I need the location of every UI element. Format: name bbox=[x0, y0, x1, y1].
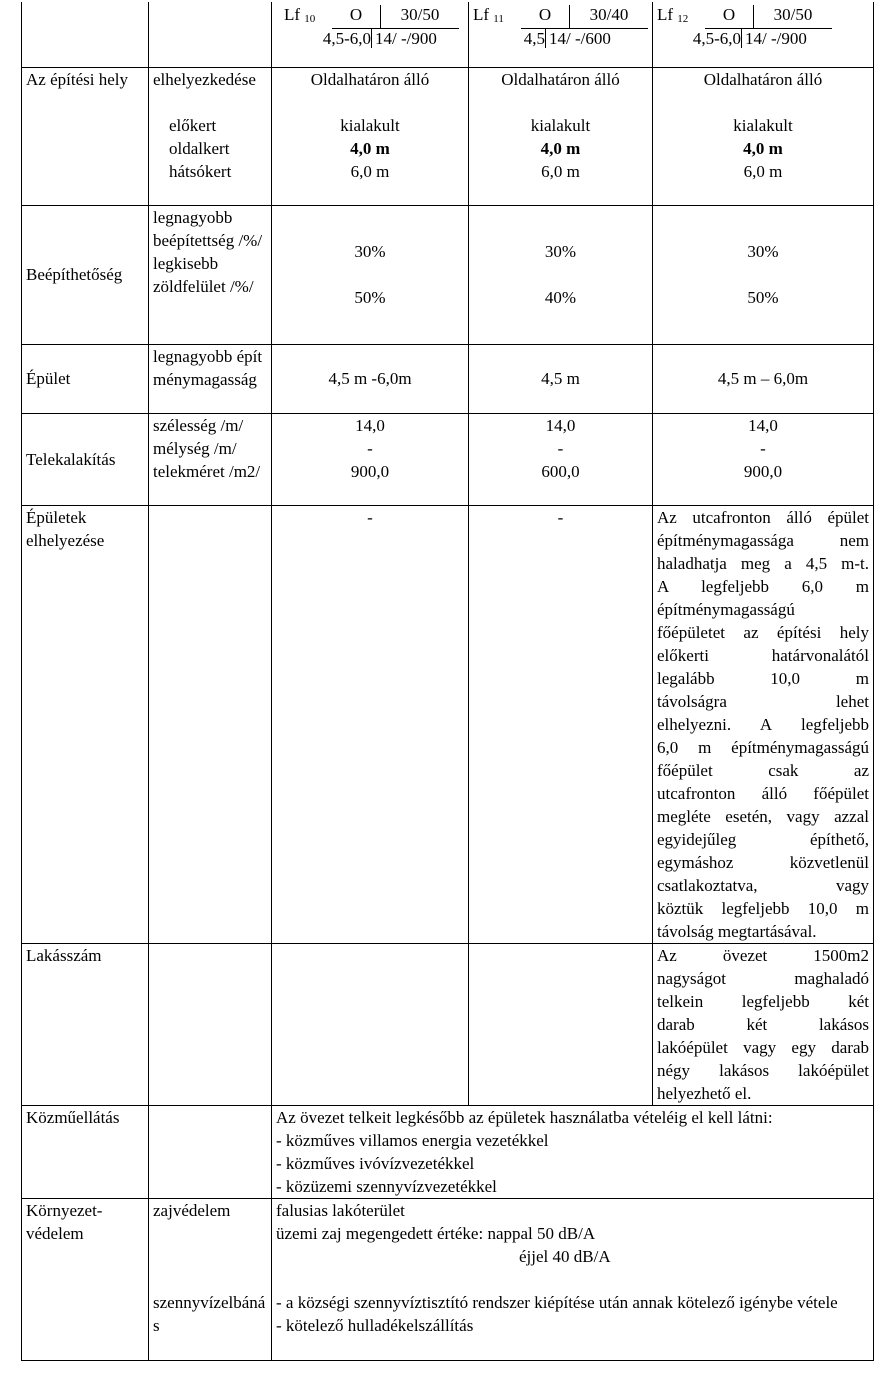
text-line: megléte esetén, vagy azzal bbox=[657, 806, 869, 826]
row-param: zajvédelem szennyvízelbánás bbox=[149, 1198, 272, 1360]
text-line: nagyságot maghaladó bbox=[657, 968, 869, 988]
row-label: Közműellátás bbox=[22, 1105, 149, 1198]
text-line: legalább 10,0 m bbox=[657, 668, 869, 688]
text-line: utcafronton álló főépület bbox=[657, 783, 869, 803]
text-line: Az utcafronton álló épület bbox=[657, 507, 869, 527]
row-label: Épület bbox=[22, 344, 149, 413]
value-cell: 14,0 - 900,0 bbox=[653, 413, 874, 505]
zone-header-row bbox=[22, 2, 874, 67]
text-line: négy lakásos lakóépület bbox=[657, 1060, 869, 1080]
row-telekalakitas bbox=[22, 413, 874, 505]
value-cell: - bbox=[469, 505, 653, 943]
row-param bbox=[149, 1105, 272, 1198]
text-line: haladhatja meg a 4,5 m-t. bbox=[657, 553, 869, 573]
text-line: építménymagasságú bbox=[657, 599, 795, 619]
row-param bbox=[149, 943, 272, 1105]
text-line: előkerti határvonalától bbox=[657, 645, 869, 665]
value-cell: Oldalhatáron álló kialakult 4,0 m 6,0 m bbox=[272, 67, 469, 205]
row-kornyezetvedelem bbox=[22, 1198, 874, 1360]
value-cell: 4,5 m bbox=[469, 344, 653, 413]
dwelling-text-cell bbox=[653, 943, 874, 1105]
value-cell: - bbox=[272, 505, 469, 943]
value-cell: 4,5 m – 6,0m bbox=[653, 344, 874, 413]
text-line: A legfeljebb 6,0 m bbox=[657, 576, 869, 596]
zone-code-lf10: Lf $_{10}$ O 30/50 4,5-6,0 14/ -/900 bbox=[272, 2, 469, 67]
row-epuletek-elhelyezese bbox=[22, 505, 874, 943]
value-cell: 30% 40% bbox=[469, 205, 653, 344]
text-line: csatlakoztatva, vagy bbox=[657, 875, 869, 895]
text-line: Az övezet 1500m2 bbox=[657, 945, 869, 965]
value-cell: 14,0 - 600,0 bbox=[469, 413, 653, 505]
value-cell: 14,0 - 900,0 bbox=[272, 413, 469, 505]
value-cell: 30% 50% bbox=[272, 205, 469, 344]
row-param: legnagyobb beépítettség /%/ legkisebb zöldfelület /%/ bbox=[149, 205, 272, 344]
row-label: Környezet-védelem bbox=[22, 1198, 149, 1360]
row-lakasszam bbox=[22, 943, 874, 1105]
row-beepithetoseg bbox=[22, 205, 874, 344]
row-epitesi-hely bbox=[22, 67, 874, 205]
row-label: Telekalakítás bbox=[22, 413, 149, 505]
text-line: köztük legfeljebb 10,0 m bbox=[657, 898, 869, 918]
text-line: lakóépület vagy egy darab bbox=[657, 1037, 869, 1057]
value-cell: 30% 50% bbox=[653, 205, 874, 344]
row-label: Beépíthetőség bbox=[22, 205, 149, 344]
text-line: 6,0 m építménymagasságú bbox=[657, 737, 869, 757]
zone-code-lf12: Lf $_{12}$ O 30/50 4,5-6,0 14/ -/900 bbox=[653, 2, 874, 67]
text-line: távolság megtartásával. bbox=[657, 921, 817, 941]
value-cell: 4,5 m -6,0m bbox=[272, 344, 469, 413]
text-line: elhelyezni. A legfeljebb bbox=[657, 714, 869, 734]
text-line: építménymagassága nem bbox=[657, 530, 869, 550]
utility-text-cell: Az övezet telkeit legkésőbb az épületek használatba vételéig el kell látni: - közműves villamos energia vezetékkel - közműves ivóvízvezetékkel - közüzemi szennyvízvezetékkel bbox=[272, 1105, 874, 1198]
row-param bbox=[149, 505, 272, 943]
row-param: legnagyobb építménymagasság bbox=[149, 344, 272, 413]
text-line: egymáshoz közvetlenül bbox=[657, 852, 869, 872]
text-line: főépület csak az bbox=[657, 760, 869, 780]
empty-header-cell bbox=[22, 2, 149, 67]
text-line: főépületet az építési hely bbox=[657, 622, 869, 642]
empty-header-cell bbox=[149, 2, 272, 67]
row-label: Az építési hely bbox=[22, 67, 149, 205]
zone-code-lf11: Lf $_{11}$ O 30/40 4,5 14/ -/600 bbox=[469, 2, 653, 67]
value-cell: Oldalhatáron álló kialakult 4,0 m 6,0 m bbox=[469, 67, 653, 205]
text-line: helyezhető el. bbox=[657, 1083, 752, 1103]
text-line: távolságra lehet bbox=[657, 691, 869, 711]
row-param: elhelyezkedése előkert oldalkert hátsókert bbox=[149, 67, 272, 205]
row-label: Lakásszám bbox=[22, 943, 149, 1105]
value-cell bbox=[469, 943, 653, 1105]
row-param: szélesség /m/ mélység /m/ telekméret /m2/ bbox=[149, 413, 272, 505]
regulation-table bbox=[21, 2, 874, 1361]
text-line: darab két lakásos bbox=[657, 1014, 869, 1034]
row-label: Épületek elhelyezése bbox=[22, 505, 149, 943]
row-kozmuellatas bbox=[22, 1105, 874, 1198]
text-line: egyidejűleg építhető, bbox=[657, 829, 869, 849]
environment-text-cell: falusias lakóterület üzemi zaj megengedett értéke: nappal 50 dB/A éjjel 40 dB/A - a községi szennyvíztisztító rendszer kiépítése után annak kötelező igénybe vétele - kötelező hulladékelszállítás bbox=[272, 1198, 874, 1360]
value-cell: Oldalhatáron álló kialakult 4,0 m 6,0 m bbox=[653, 67, 874, 205]
value-cell bbox=[272, 943, 469, 1105]
row-epulet bbox=[22, 344, 874, 413]
text-line: telkein legfeljebb két bbox=[657, 991, 869, 1011]
placement-text-cell bbox=[653, 505, 874, 943]
